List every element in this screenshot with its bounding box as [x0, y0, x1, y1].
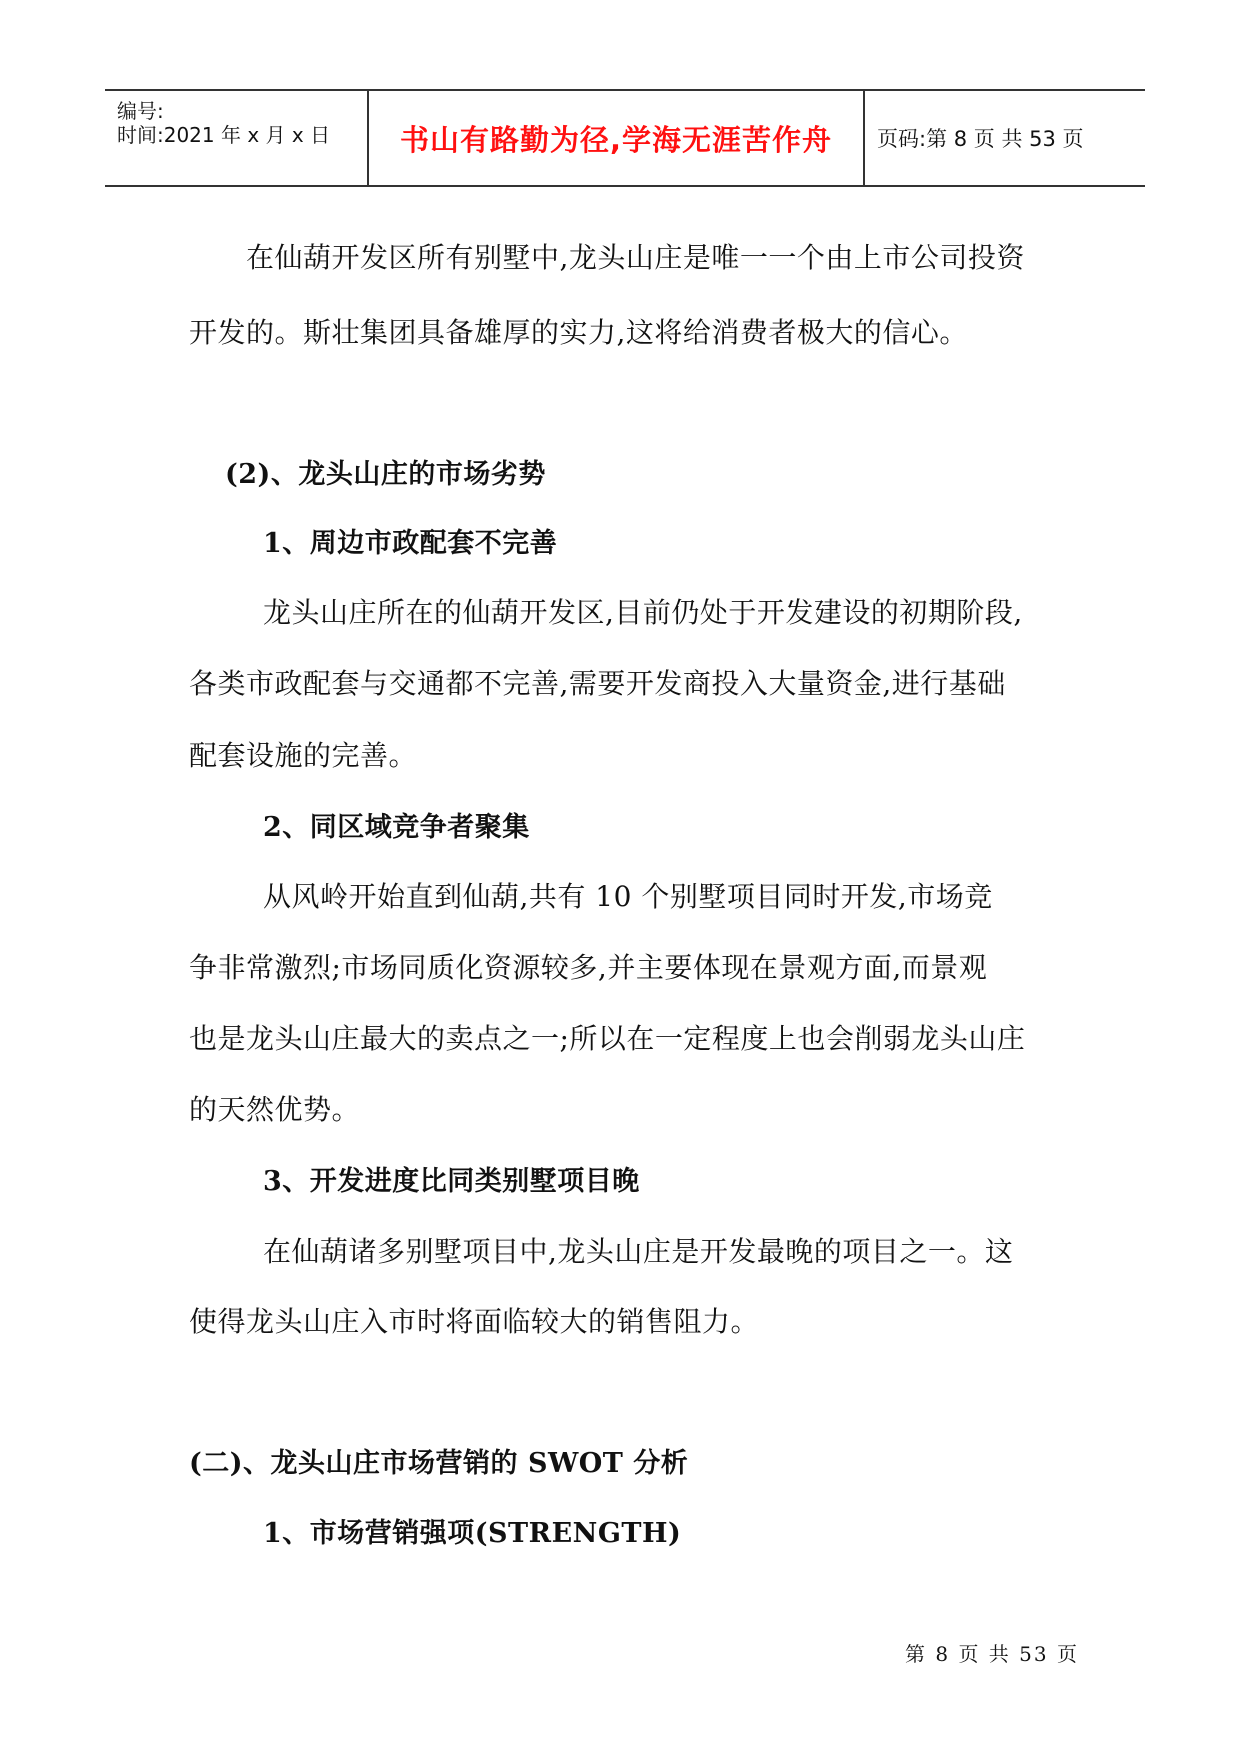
- header-motto-cell: [369, 91, 865, 185]
- paragraph-line: 的天然优势。: [189, 1093, 361, 1126]
- paragraph-line: 争非常激烈;市场同质化资源较多,并主要体现在景观方面,而景观: [189, 951, 988, 984]
- paragraph-line: 从风岭开始直到仙葫,共有 10 个别墅项目同时开发,市场竞: [263, 880, 993, 913]
- paragraph-line: 龙头山庄所在的仙葫开发区,目前仍处于开发建设的初期阶段,: [263, 596, 1023, 629]
- subsection-heading: 1、市场营销强项(STRENGTH): [263, 1518, 682, 1549]
- subsection-heading: 1、周边市政配套不完善: [263, 528, 558, 559]
- paragraph-line: 各类市政配套与交通都不完善,需要开发商投入大量资金,进行基础: [189, 667, 1006, 700]
- header-page-cell: [865, 91, 1145, 185]
- paragraph-line: 开发的。斯壮集团具备雄厚的实力,这将给消费者极大的信心。: [189, 316, 968, 349]
- paragraph-line: 在仙葫开发区所有别墅中,龙头山庄是唯一一个由上市公司投资: [246, 241, 1025, 274]
- paragraph-line: 也是龙头山庄最大的卖点之一;所以在一定程度上也会削弱龙头山庄: [189, 1022, 1026, 1055]
- paragraph-line: 使得龙头山庄入市时将面临较大的销售阻力。: [189, 1305, 760, 1338]
- header-meta: [105, 91, 369, 185]
- paragraph-line: 在仙葫诸多别墅项目中,龙头山庄是开发最晚的项目之一。这: [263, 1235, 1014, 1268]
- section-heading: (2)、龙头山庄的市场劣势: [225, 459, 546, 490]
- subsection-heading: 2、同区域竞争者聚集: [263, 812, 530, 843]
- document-time-label: 时间:2021 年 x 月 x 日: [117, 123, 331, 147]
- subsection-heading: 3、开发进度比同类别墅项目晚: [263, 1166, 640, 1197]
- header-motto: 书山有路勤为径,学海无涯苦作舟: [399, 122, 833, 157]
- document-number-label: 编号:: [117, 99, 164, 123]
- section-heading: (二)、龙头山庄市场营销的 SWOT 分析: [189, 1448, 689, 1479]
- page-footer: 第 8 页 共 53 页: [905, 1642, 1079, 1666]
- page-header: [105, 89, 1145, 187]
- header-page-info: 页码:第 8 页 共 53 页: [877, 127, 1084, 151]
- paragraph-line: 配套设施的完善。: [189, 739, 418, 772]
